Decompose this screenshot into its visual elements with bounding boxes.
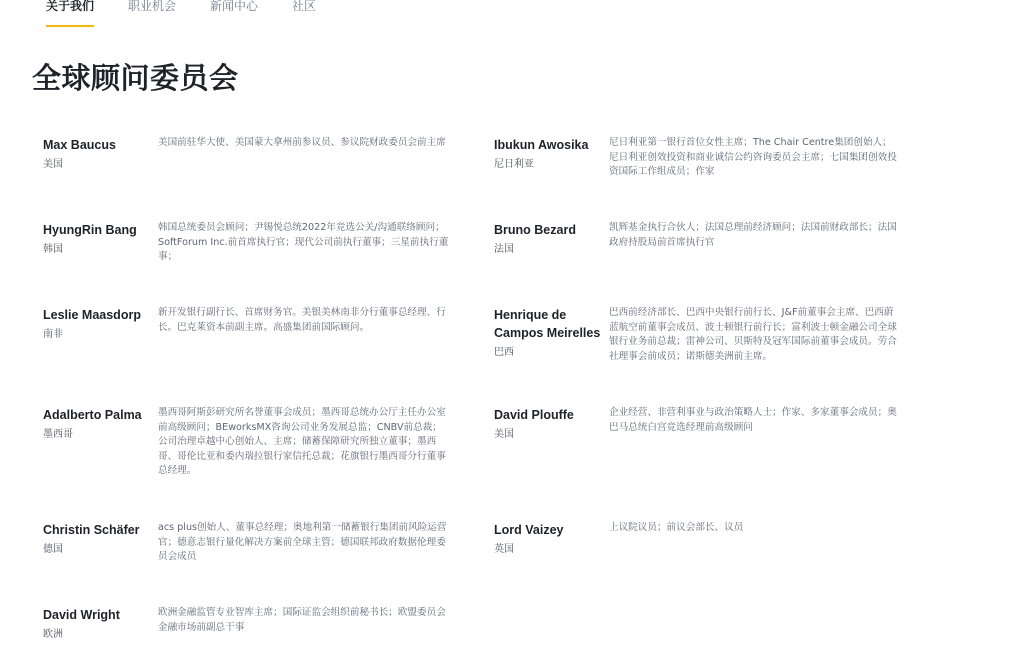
member-bio: 企业经营、非营利事业与政治策略人士；作家、多家董事会成员；奥巴马总统白宫竞选经理前高级顾问 [609, 407, 897, 433]
member-bio: acs plus创始人、董事总经理；奥地利第一储蓄银行集团前风险运营官；德意志银行量化解决方案前全球主管；德国联邦政府数据伦理委员会成员 [158, 522, 447, 562]
member-bio: 尼日利亚第一银行首位女性主席；The Chair Centre集团创始人；尼日利亚创效投资和商业诚信公约咨询委员会主席；七国集团创效投资国际工作组成员；作家 [609, 137, 897, 177]
member-bio: 巴西前经济部长、巴西中央银行前行长、J&F前董事会主席、巴西蔚蓝航空前董事会成员、波士顿银行前行长；富利波士顿金融公司全球银行业务前总裁；雷神公司、贝斯特及冠军国际前董事会成员。劳合社理事会前成员；诺斯德美洲前主席。 [609, 307, 897, 362]
tab-newsroom[interactable]: 新闻中心 [210, 0, 259, 13]
member-name: Ibukun Awosika 尼日利亚 [494, 136, 606, 172]
member-country: 美国 [43, 159, 63, 170]
member-bio: 新开发银行副行长、首席财务官。美银美林南非分行董事总经理、行长。巴克莱资本前副主席。高盛集团前国际顾问。 [158, 307, 446, 333]
member-name: David Plouffe 美国 [494, 406, 606, 442]
member-country: 欧洲 [43, 629, 63, 640]
member-bio: 美国前驻华大使、美国蒙大拿州前参议员、参议院财政委员会前主席 [158, 137, 446, 148]
member-country: 尼日利亚 [494, 159, 534, 170]
member-country: 德国 [43, 544, 63, 555]
member-country: 英国 [494, 544, 514, 555]
member-name: Leslie Maasdorp 南非 [43, 306, 155, 342]
member-name: HyungRin Bang 韩国 [43, 221, 155, 257]
member-country: 南非 [43, 329, 63, 340]
top-nav-tabs [46, 0, 350, 30]
member-country: 法国 [494, 244, 514, 255]
member-bio: 欧洲金融监管专业智库主席；国际证监会组织前秘书长；欧盟委员会金融市场前副总干事 [158, 607, 446, 633]
member-name: Henrique de Campos Meirelles 巴西 [494, 306, 606, 360]
member-name: Adalberto Palma 墨西哥 [43, 406, 155, 442]
member-country: 美国 [494, 429, 514, 440]
member-bio: 凯辉基金执行合伙人；法国总理前经济顾问；法国前财政部长；法国政府持股局前首席执行官 [609, 222, 897, 248]
member-country: 墨西哥 [43, 429, 73, 440]
member-name: Lord Vaizey 英国 [494, 521, 606, 557]
member-bio: 韩国总统委员会顾问；尹锡悦总统2022年竞选公关/沟通联络顾问；SoftForum Inc.前首席执行官；现代公司前执行董事；三星前执行董事； [158, 222, 449, 262]
member-name: Bruno Bezard 法国 [494, 221, 606, 257]
member-name: David Wright 欧洲 [43, 606, 155, 642]
member-bio: 墨西哥阿斯彭研究所名誉董事会成员；墨西哥总统办公厅主任办公室前高级顾问；BEworksMX咨询公司业务发展总监；CNBV前总裁；公司治理卓越中心创始人、主席；储蓄保障研究所独立董事；墨西哥、哥伦比亚和委内瑞拉银行家信托总裁；花旗银行墨西哥分行董事总经理。 [158, 407, 446, 476]
member-name: Max Baucus 美国 [43, 136, 155, 172]
tab-about-us[interactable]: 关于我们 [46, 0, 94, 30]
member-name: Christin Schäfer 德国 [43, 521, 155, 557]
member-country: 韩国 [43, 244, 63, 255]
member-bio: 上议院议员；前议会部长、议员 [609, 522, 744, 533]
tab-careers[interactable]: 职业机会 [128, 0, 177, 13]
member-country: 巴西 [494, 347, 514, 358]
page-title: 全球顾问委员会 [32, 61, 239, 95]
tab-community[interactable]: 社区 [292, 0, 317, 13]
